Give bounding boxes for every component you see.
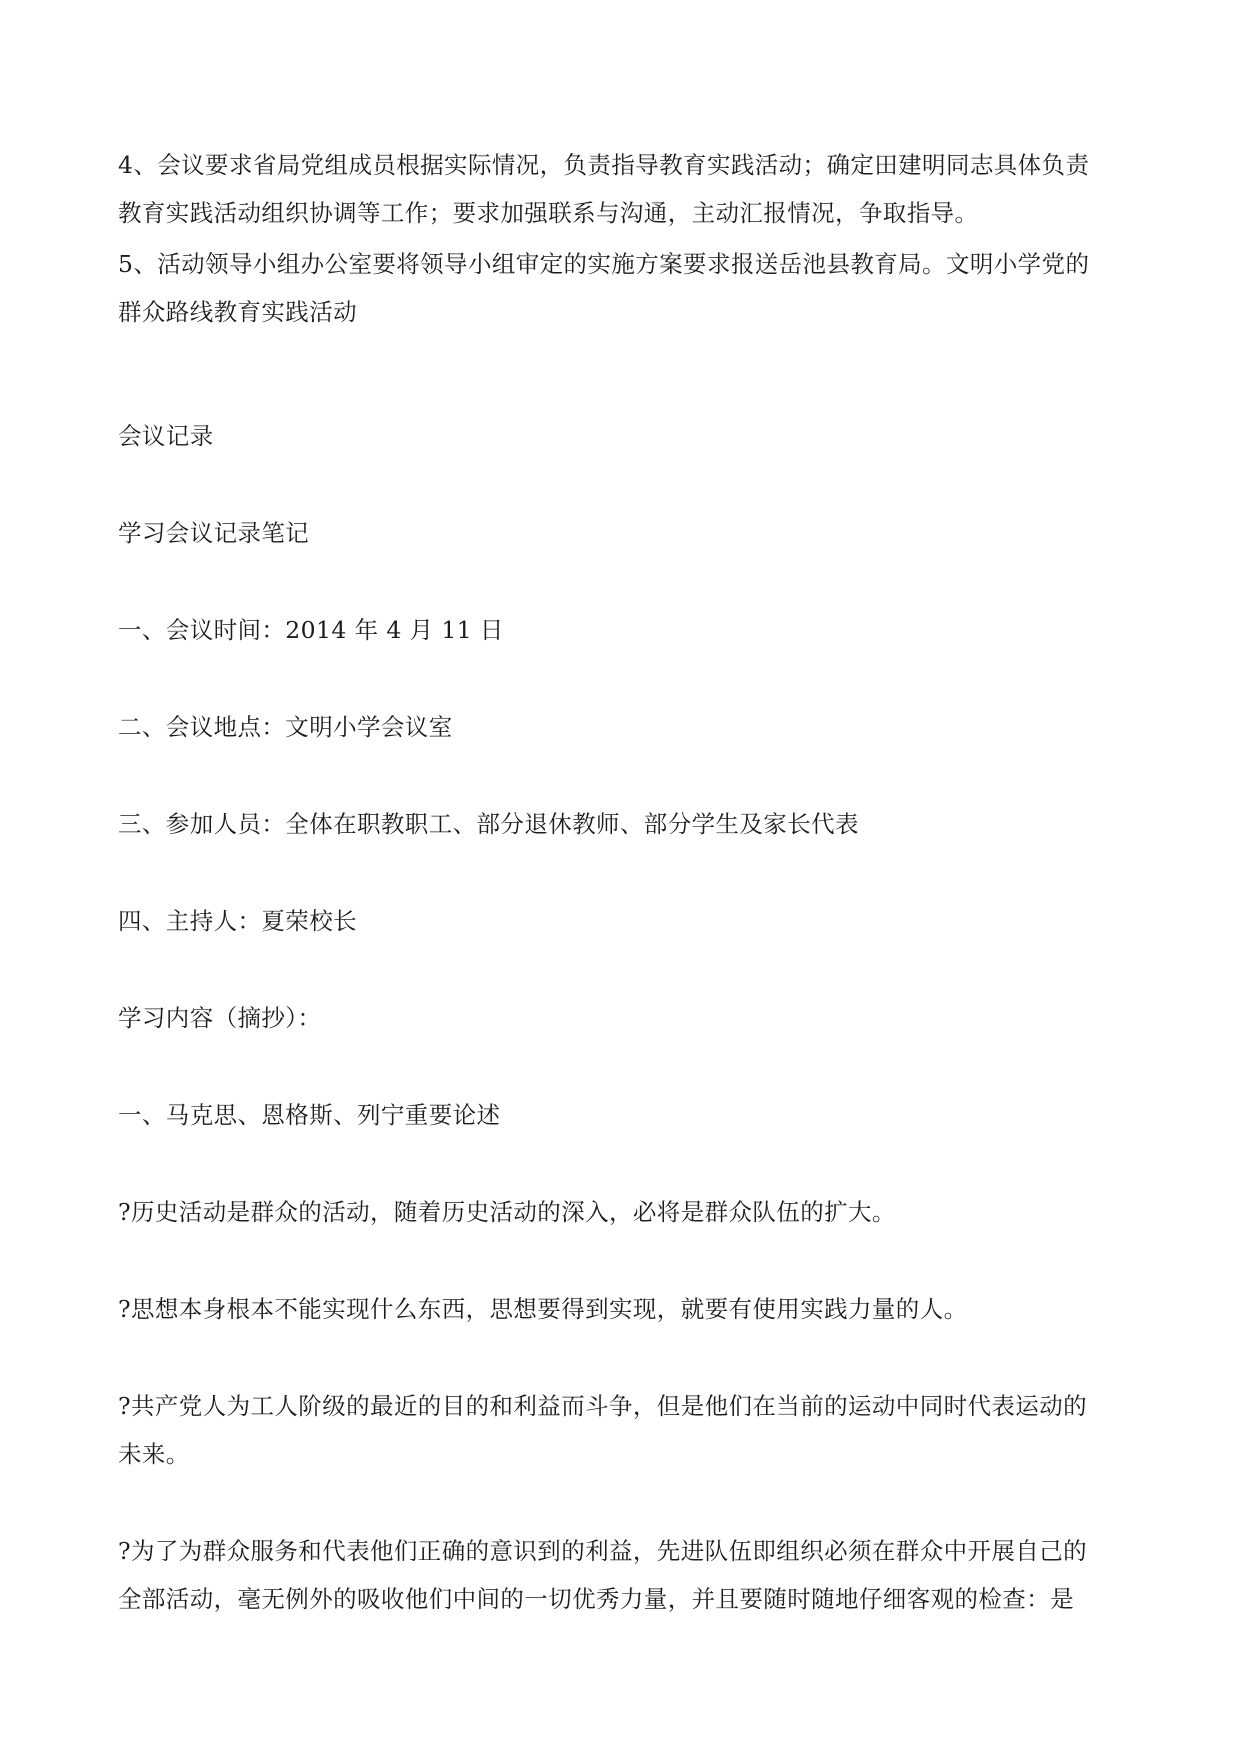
paragraph-line: 5、活动领导小组办公室要将领导小组审定的实施方案要求报送岳池县教育局。文明小学党的 xyxy=(118,250,1090,278)
section-one-title: 一、马克思、恩格斯、列宁重要论述 xyxy=(118,1101,501,1129)
paragraph-line: 教育实践活动组织协调等工作；要求加强联系与沟通，主动汇报情况，争取指导。 xyxy=(118,199,979,227)
study-content-label: 学习内容（摘抄）： xyxy=(118,1004,322,1032)
quote-item xyxy=(118,1188,1128,1236)
quote-line: ?历史活动是群众的活动，随着历史活动的深入，必将是群众队伍的扩大。 xyxy=(118,1198,896,1226)
meeting-time: 一、会议时间：2014 年 4 月 11 日 xyxy=(118,616,504,644)
quote-item xyxy=(118,1382,1128,1478)
paragraph-item-5 xyxy=(118,240,1128,336)
paragraph-item-4 xyxy=(118,141,1128,237)
quote-line: ?为了为群众服务和代表他们正确的意识到的利益，先进队伍即组织必须在群众中开展自己的 xyxy=(118,1537,1087,1565)
quote-line: ?共产党人为工人阶级的最近的目的和利益而斗争，但是他们在当前的运动中同时代表运动的 xyxy=(118,1392,1087,1420)
paragraph-line: 群众路线教育实践活动 xyxy=(118,298,357,326)
quote-line: 全部活动，毫无例外的吸收他们中间的一切优秀力量，并且要随时随地仔细客观的检查：是 xyxy=(118,1585,1074,1613)
paragraph-line: 4、会议要求省局党组成员根据实际情况，负责指导教育实践活动；确定田建明同志具体负责 xyxy=(118,151,1090,179)
meeting-place: 二、会议地点：文明小学会议室 xyxy=(118,713,453,741)
heading-meeting-record: 会议记录 xyxy=(118,422,214,450)
heading-study-notes: 学习会议记录笔记 xyxy=(118,519,310,547)
quote-item xyxy=(118,1527,1128,1623)
quote-item xyxy=(118,1285,1128,1333)
quote-line: ?思想本身根本不能实现什么东西，思想要得到实现，就要有使用实践力量的人。 xyxy=(118,1295,968,1323)
quote-line: 未来。 xyxy=(118,1440,190,1468)
meeting-attendees: 三、参加人员：全体在职教职工、部分退休教师、部分学生及家长代表 xyxy=(118,810,859,838)
meeting-host: 四、主持人：夏荣校长 xyxy=(118,907,357,935)
